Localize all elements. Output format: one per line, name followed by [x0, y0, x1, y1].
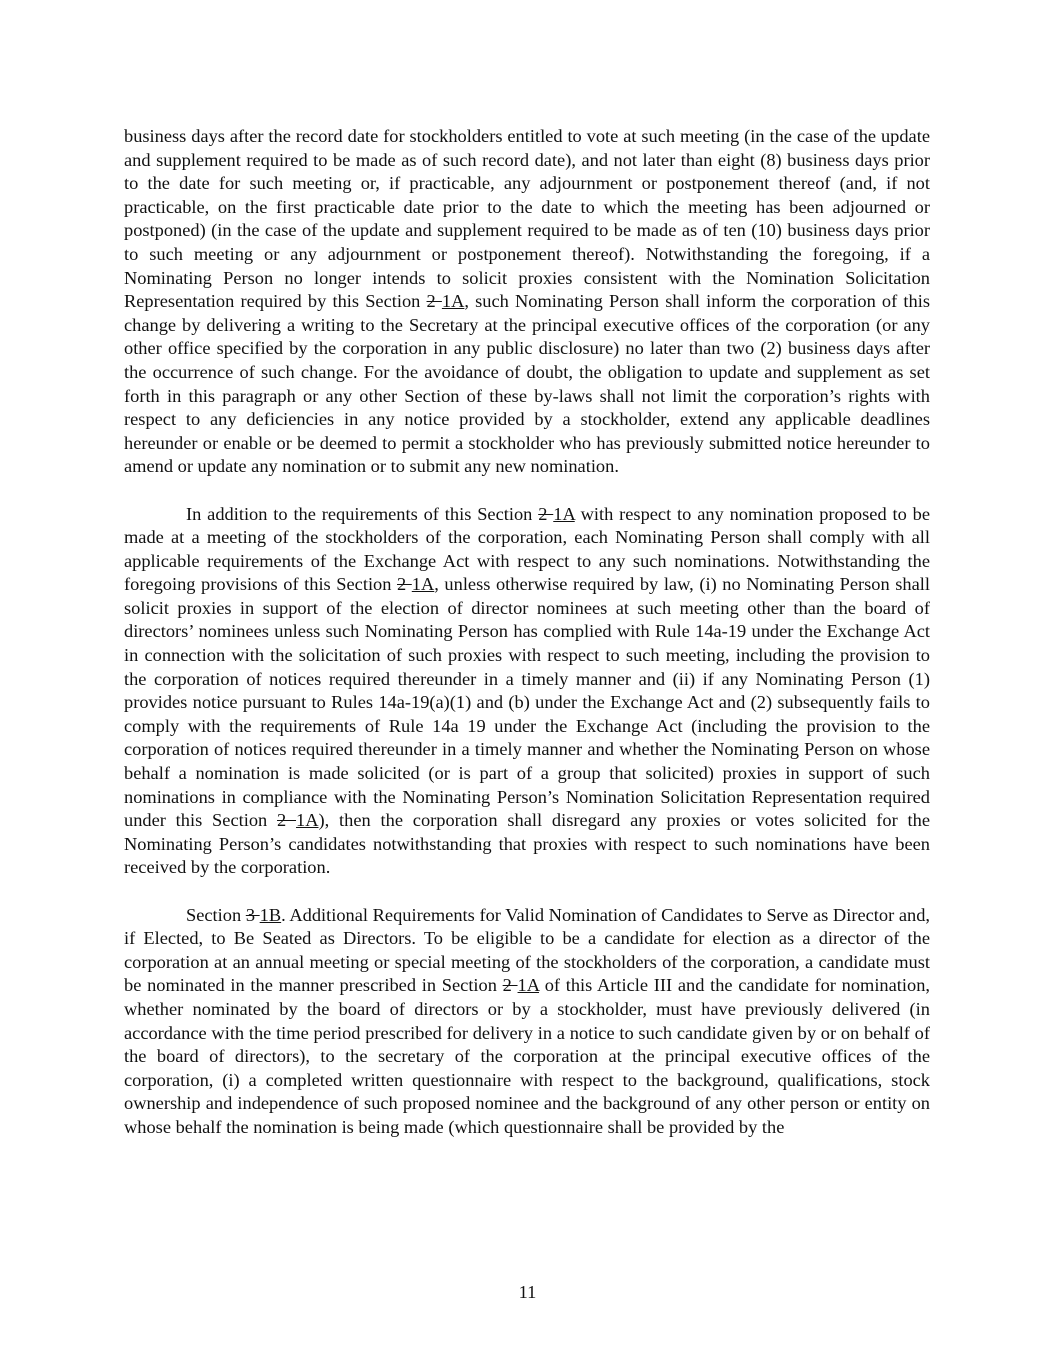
document-body: [124, 125, 930, 1163]
deleted-text: 3: [245, 904, 260, 925]
page-number: 11: [518, 1282, 537, 1302]
text-run: Section: [186, 904, 246, 925]
deleted-text: 2: [502, 975, 518, 996]
text-run: of this Article III and the candidate for nomination, whether nominated by the board of directors or by a stockholder, must have previously delivered (in accordance with the time period prescribed for delivery in a notice to such candidate given by or on behalf of the board of directors), to the secretary of the corporation at the principal executive offices of the corporation, (i) a completed written questionnaire with respect to the background, qualifications, stock ownership and independence of such proposed nominee and the background of any other person or entity on whose behalf the nomination is being made (which questionnaire shall be provided by the: [124, 975, 930, 1137]
paragraph-nomination-update: [124, 125, 930, 479]
inserted-text: 1A: [553, 503, 575, 524]
deleted-text: 2: [397, 574, 412, 595]
inserted-text: 1A: [411, 574, 435, 595]
text-run: business days after the record date for stockholders entitled to vote at such meeting (in the case of the update and supplement required to be made as of such record date), and not later than eight (8) business days prior to the date for such meeting or, if practicable, any adjournment or postponement thereof (and, if not practicable, on the first practicable date prior to the date to which the meeting has been adjourned or postponed) (in the case of the update and supplement required to be made as of ten (10) business days prior to such meeting or any adjournment or postponement thereof). Notwithstanding the foregoing, if a Nominating Person no longer intends to solicit proxies consistent with the Nomination Solicitation Representation required by this Section: [124, 126, 930, 312]
text-run: , unless otherwise required by law, (i) no Nominating Person shall solicit proxies in support of the election of director nominees at such meeting other than the board of directors’ nominees unless such Nominating Person has complied with Rule 14a-19 under the Exchange Act in connection with the solicitation of such proxies with respect to such meeting, including the provision to the corporation of notices required thereunder in a timely manner and (ii) if any Nominating Person (1) provides notice pursuant to Rules 14a-19(a)(1) and (b) under the Exchange Act and (2) subsequently fails to comply with the requirements of Rule 14a 19 under the Exchange Act (including the provision to the corporation of notices required thereunder in a timely manner and whether the Nominating Person on whose behalf a nomination is made solicited (or is part of a group that solicited) proxies in support of such nominations in compliance with the Nominating Person’s Nomination Solicitation Representation required under this Section: [124, 574, 930, 831]
inserted-text: 1A: [296, 810, 319, 831]
paragraph-section-1b: [124, 904, 930, 1140]
deleted-text: 2: [277, 810, 297, 831]
deleted-text: 2: [538, 503, 554, 524]
text-run: with respect to any nomination proposed to be made at a meeting of the stockholders of the corporation, each Nominating Person shall comply with all applicable requirements of the Exchange Act with respect to any such nominations. Notwithstanding the foregoing provisions of this Section: [124, 503, 931, 595]
text-run: In addition to the requirements of this Section: [186, 503, 539, 524]
text-run: . Additional Requirements for Valid Nomination of Candidates to Serve as Director and, if Elected, to Be Seated as Directors. To be eligible to be a candidate for election as a director of the corporation at an annual meeting or special meeting of the stockholders of the corporation, a candidate must be nominated in the manner prescribed in Section: [124, 904, 930, 996]
inserted-text: 1A: [441, 291, 465, 312]
inserted-text: 1A: [517, 975, 540, 996]
paragraph-exchange-act-requirements: [124, 503, 930, 881]
inserted-text: 1B: [259, 904, 282, 925]
text-run: , such Nominating Person shall inform the corporation of this change by delivering a writing to the Secretary at the principal executive offices of the corporation (or any other office specified by the corporation in any public disclosure) no later than two (2) business days after the occurrence of such change. For the avoidance of doubt, the obligation to update and supplement as set forth in this paragraph or any other Section of these by-laws shall not limit the corporation’s rights with respect to any deficiencies in any notice provided by a stockholder, extend any applicable deadlines hereunder or enable or be deemed to permit a stockholder who has previously submitted notice hereunder to amend or update any nomination or to submit any new nomination.: [124, 291, 930, 477]
deleted-text: 2: [426, 291, 442, 312]
text-run: ), then the corporation shall disregard any proxies or votes solicited for the Nominating Person’s candidates notwithstanding that proxies with respect to such nominations have been received by the corporation.: [124, 810, 930, 878]
